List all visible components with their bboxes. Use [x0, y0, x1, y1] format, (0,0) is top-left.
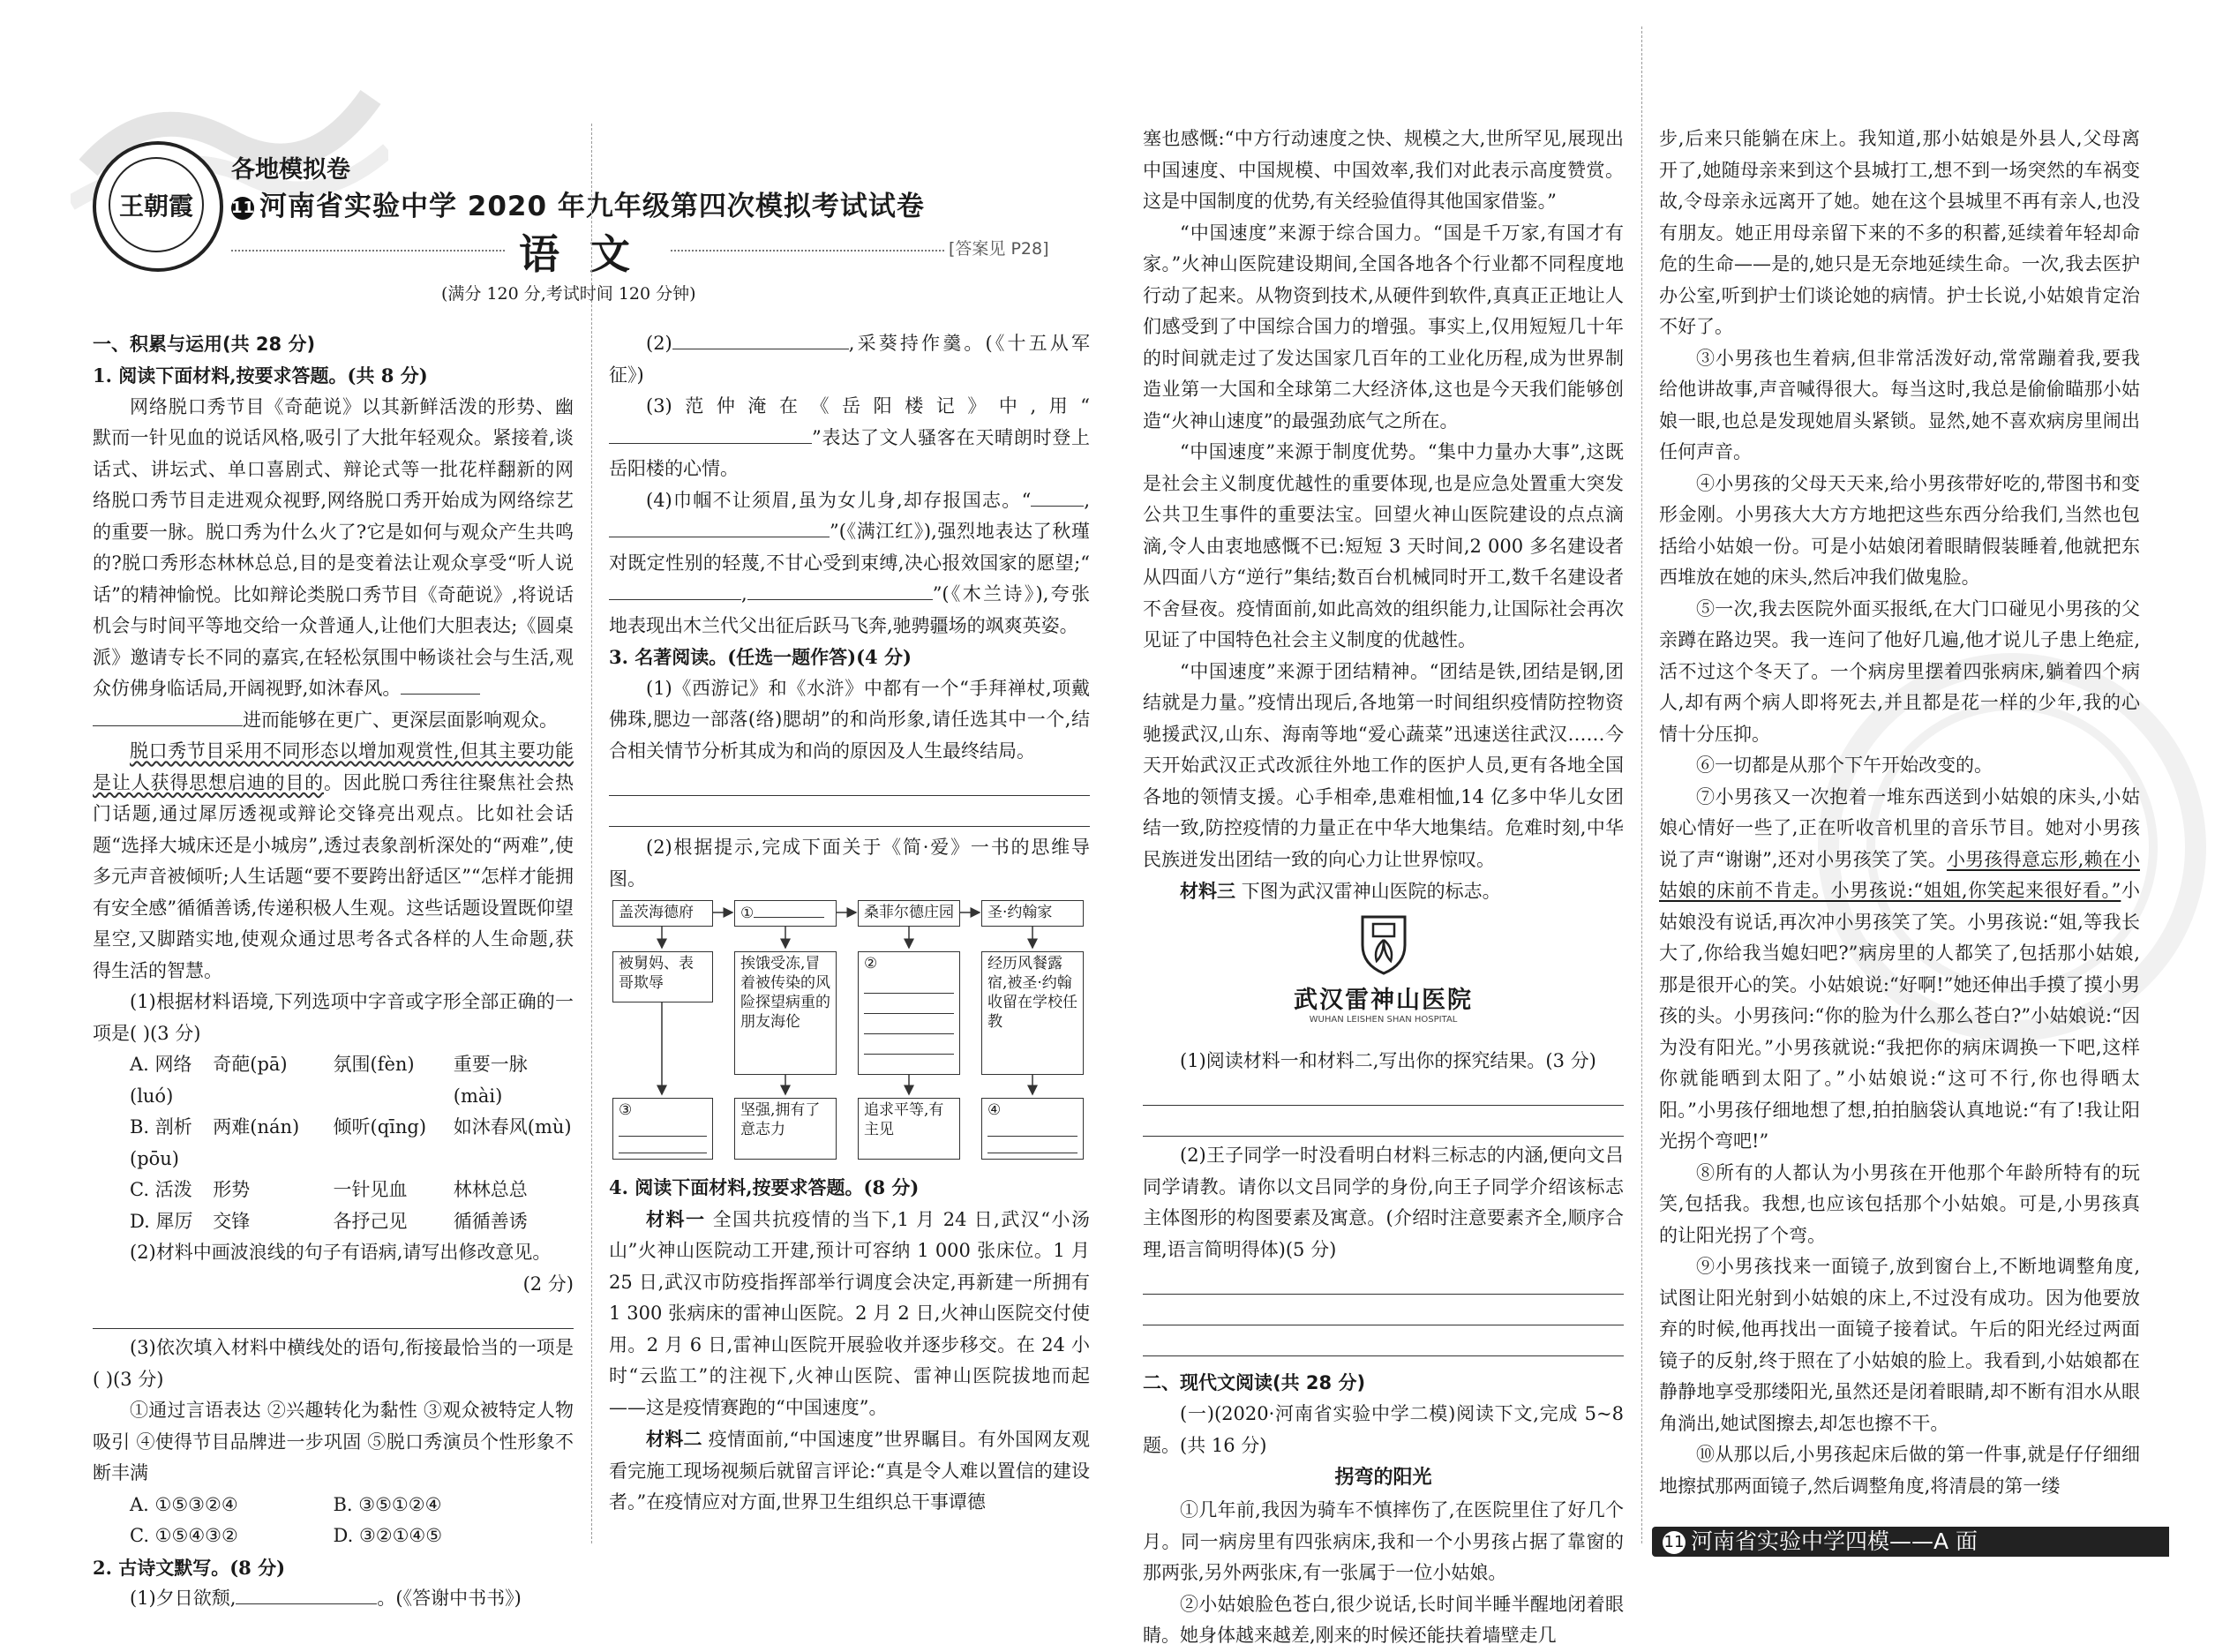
- q2-4-blank-2[interactable]: [609, 517, 830, 537]
- mm-node-2-line-2[interactable]: [864, 994, 954, 1014]
- q4-heading: 4. 阅读下面材料,按要求答题。(8 分): [609, 1176, 920, 1198]
- mm-node-4-line-1[interactable]: [987, 1120, 1077, 1137]
- q1-1-option-cell: C. 活泼: [130, 1179, 192, 1200]
- column-1: [93, 328, 574, 1615]
- story-para-10: ⑩从那以后,小男孩起床后做的第一件事,就是仔仔细细地擦拭那两面镜子,然后调整角度,将清晨的第一缕: [1659, 1444, 2140, 1497]
- q1-1-option-cell: 氛围(fèn): [333, 1054, 415, 1075]
- mm-node-4: [981, 1098, 1084, 1160]
- hospital-logo-en: WUHAN LEISHEN SHAN HOSPITAL: [1309, 1014, 1458, 1025]
- q1-2-answer-line[interactable]: [93, 1302, 574, 1329]
- q2-2: [609, 328, 1090, 391]
- footer-text: 河南省实验中学四模——A 面: [1691, 1528, 1978, 1554]
- q2-3-text-a: (3)范仲淹在《岳阳楼记》中,用“: [646, 395, 1090, 417]
- footer-badge: 11: [1663, 1531, 1686, 1554]
- hospital-logo-cn: 武汉雷神山医院: [1294, 986, 1473, 1014]
- q4-material-1-text: 全国共抗疫情的当下,1 月 24 日,武汉“小汤山”火神山医院动工开建,预计可容纳 1 000 张床位。1 月 25 日,武汉市防疫指挥部举行调度会决定,再新建一所拥有 1 300 张病床的雷神山医院。2 月 2 日,火神山医院交付使用。2 月 6 日,雷神山医院开展验收并逐步移交。在 24 小时“云监工”的注视下,火神山医院、雷神山医院拔地而起——这是疫情赛跑的“中国速度”。: [609, 1208, 1090, 1418]
- q2-1-blank[interactable]: [236, 1584, 377, 1604]
- q2-2-text-b: ,采葵持作羹。(《十五从军征》): [609, 333, 1090, 386]
- q2-2-blank[interactable]: [672, 329, 849, 349]
- q4-material-1: [609, 1204, 1090, 1424]
- q1-material-p1: [93, 392, 574, 705]
- title-divider-right: [671, 250, 944, 252]
- q2-1-text-a: (1)夕日欲颓,: [130, 1588, 237, 1609]
- q2-4-text-b: ,: [1084, 489, 1090, 511]
- q1-3-options: [93, 1490, 574, 1552]
- mm-node-2-line-1[interactable]: [864, 973, 954, 994]
- q2-1: [93, 1583, 574, 1615]
- q1-material-p2-text: 。因此脱口秀往往聚焦社会热门话题,通过犀厉透视或辩论交锋亮出观点。比如社会话题“选择大城床还是小城房”,透过表象剖析深处的“两难”,使多元声音被倾听;人生话题“要不要跨出舒适区”“怎样才能拥有安全感”循循善诱,传递积极人生观。这些话题设置既仰望星空,又脚踏实地,使观众通过思考各式各样的人生命题,获得生活的智慧。: [93, 771, 574, 981]
- q1-1-option-row[interactable]: [93, 1112, 574, 1175]
- mm-node-2-line-4[interactable]: [864, 1034, 954, 1055]
- story-para-7: [1659, 782, 2140, 1158]
- story-para-7-text-b: 小姑娘没有说话,再次冲小男孩笑了笑。小男孩说:“姐,等我长大了,你给我当媳妇吧?”病房里的人都笑了,包括那小姑娘,那是很开心的笑。小姑娘说:“好啊!”她还伸出手摸了摸小男孩的头。小男孩问:“你的脸为什么那么苍白?”小姑娘说:“因为没有阳光。”小男孩就说:“我把你的病床调换一下吧,这样你就能晒到太阳了。”小姑娘说:“这可不行,你也得晒太阳。”小男孩仔细地想了想,拍拍脑袋认真地说:“有了!我让阳光拐个弯吧!”: [1659, 880, 2140, 1152]
- q2-4-text-a: (4)巾帼不让须眉,虽为女儿身,却存报国志。“: [646, 489, 1032, 511]
- story-para-1: ①几年前,我因为骑车不慎摔伤了,在医院里住了好几个月。同一病房里有四张病床,我和一个小男孩占据了靠窗的那两张,另外两张床,有一张属于一位小姑娘。: [1143, 1499, 1624, 1583]
- q1-1-option-cell: 各抒己见: [333, 1210, 408, 1232]
- mm-node-1: [734, 900, 837, 927]
- q1-1-option-cell: 两难(nán): [213, 1116, 300, 1138]
- mm-node-thornfield: 桑菲尔德庄园: [858, 900, 960, 927]
- mm-node-4-line-2[interactable]: [987, 1137, 1077, 1153]
- mm-node-1-label: ①: [740, 905, 755, 922]
- col3-p1: 塞也感慨:“中方行动速度之快、规模之大,世所罕见,展现出中国速度、中国规模、中国效率,我们对此表示高度赞赏。这是中国制度的优势,有关经验值得其他国家借鉴。”: [1143, 128, 1624, 212]
- mm-node-3-line-2[interactable]: [619, 1137, 707, 1153]
- q3-heading: 3. 名著阅读。(任选一题作答)(4 分): [609, 646, 912, 668]
- q1-3-option-d[interactable]: D. ③②①④⑤: [333, 1525, 443, 1546]
- reading-1-instruction: (一)(2020·河南省实验中学二模)阅读下文,完成 5~8 题。(共 16 分): [1143, 1403, 1624, 1456]
- exam-info: (满分 120 分,考试时间 120 分钟): [441, 284, 696, 304]
- q1-1-option-row[interactable]: [93, 1206, 574, 1238]
- mm-node-3-line-1[interactable]: [619, 1120, 707, 1137]
- q2-4: [609, 485, 1090, 642]
- column-3: [1143, 124, 1624, 1652]
- q4-material-3-label: 材料三: [1180, 880, 1235, 902]
- story-title: 拐弯的阳光: [1334, 1467, 1432, 1489]
- q3-2-question: (2)根据提示,完成下面关于《简·爱》一书的思维导图。: [609, 837, 1090, 890]
- mm-node-gateshead: 盖茨海德府: [612, 900, 713, 927]
- story-para-6: ⑥一切都是从那个下午开始改变的。: [1696, 755, 1993, 776]
- story-para-5: ⑤一次,我去医院外面买报纸,在大门口碰见小男孩的父亲蹲在路边哭。我一连问了他好几遍,他才说儿子患上绝症,活不过这个冬天了。一个病房里摆着四张病床,躺着四个病人,却有两个病人即将死去,并且都是花一样的少年,我的心情十分压抑。: [1659, 597, 2140, 745]
- page-footer: [1652, 1527, 2169, 1557]
- brand-logo-text: 王朝霞: [109, 157, 204, 252]
- mm-node-2: [858, 951, 960, 1075]
- mm-node-equality: 追求平等,有主见: [858, 1098, 960, 1160]
- q4-material-3-text: 下图为武汉雷神山医院的标志。: [1241, 881, 1501, 902]
- q2-4-text-e: ”(《木兰诗》),夸张地表现出木兰代父出征后跃马飞奔,驰骋疆场的飒爽英姿。: [609, 583, 1090, 636]
- col3-p4: “中国速度”来源于团结精神。“团结是铁,团结是钢,团结就是力量。”疫情出现后,各地第一时间组织疫情防控物资驰援武汉,山东、海南等地“爱心蔬菜”迅速送往武汉……今天开始武汉正式改派往外地工作的医护人员,更有各地全国各地的领情支援。心手相牵,患难相恤,14 亿多中华儿女团结一致,防控疫情的力量正在中华大地集结。危难时刻,中华民族迸发出团结一致的向心力让世界惊叹。: [1143, 660, 1624, 870]
- story-para-8: ⑧所有的人都认为小男孩在开他那个年龄所特有的玩笑,包括我。我想,也应该包括那个小姑娘。可是,小男孩真的让阳光拐了个弯。: [1659, 1161, 2140, 1246]
- q4-1-question: (1)阅读材料一和材料二,写出你的探究结果。(3 分): [1180, 1049, 1596, 1071]
- mm-node-3-label: ③: [619, 1101, 633, 1119]
- q1-3-option-a[interactable]: A. ①⑤③②④: [130, 1493, 238, 1515]
- story-para-9: ⑨小男孩找来一面镜子,放到窗台上,不断地调整角度,试图让阳光射到小姑娘的床上,不过没有成功。因为他要放弃的时候,他再找出一面镜子接着试。午后的阳光经过两面镜子的反射,终于照在了小姑娘的脸上。我看到,小姑娘都在静静地享受那缕阳光,虽然还是闭着眼睛,却不断有泪水从眼角淌出,她试图擦去,却怎也擦不干。: [1659, 1256, 2140, 1434]
- q1-material-p1-text: 网络脱口秀节目《奇葩说》以其新鲜活泼的形势、幽默而一针见血的说话风格,吸引了大批年轻观众。紧接着,谈话式、讲坛式、单口喜剧式、辩论式等一批花样翻新的网络脱口秀节目走进观众视野,网络脱口秀开始成为网络综艺的重要一脉。脱口秀为什么火了?它是如何与观众产生共鸣的?脱口秀形态林林总总,目的是变着法让观众享受“听人说话”的精神愉悦。比如辩论类脱口秀节目《奇葩说》,将说话机会与时间平等地交给一众普通人,让他们大胆表达;《圆桌派》邀请专长不同的嘉宾,在轻松氛围中畅谈社会与生活,观众仿佛身临话局,开阔视野,如沐春风。: [93, 395, 574, 699]
- q2-4-blank-3[interactable]: [609, 580, 741, 600]
- q2-1-text-b: 。(《答谢中书书》): [377, 1588, 522, 1609]
- q3-1-question: (1)《西游记》和《水浒》中都有一个“手拜禅杖,项戴佛珠,腮边一部落(络)腮胡”的和尚形象,请任选其中一个,结合相关情节分析其成为和尚的原因及人生最终结局。: [609, 677, 1090, 762]
- q2-4-blank-4[interactable]: [747, 580, 933, 600]
- q4-2-answer-line-1[interactable]: [1143, 1267, 1624, 1295]
- q4-material-3: [1143, 875, 1624, 908]
- q1-1-option-cell: A. 网络(luó): [130, 1054, 192, 1107]
- story-para-3: ③小男孩也生着病,但非常活泼好动,常常蹦着我,要我给他讲故事,声音喊得很大。每当这时,我总是偷偷瞄那小姑娘一眼,也总是发现她眉头紧锁。显然,她不喜欢病房里闹出任何声音。: [1659, 347, 2140, 462]
- q1-1-option-cell: 奇葩(pā): [213, 1054, 288, 1075]
- q1-1-question: (1)根据材料语境,下列选项中字音或字形全部正确的一项是( )(3 分): [93, 991, 574, 1044]
- story-para-2-cont: 步,后来只能躺在床上。我知道,那小姑娘是外县人,父母离开了,她随母亲来到这个县城打工,想不到一场突然的车祸变故,令母亲永远离开了她。她在这个县城里不再有亲人,也没有朋友。她正用母亲留下来的不多的积蓄,延续着年轻却命危的生命——是的,她只是无奈地延续生命。一次,我去医护办公室,听到护士们谈论她的病情。护士长说,小姑娘肯定治不好了。: [1659, 128, 2140, 337]
- q2-3: [609, 391, 1090, 485]
- mm-node-helen: 挨饿受冻,冒着被传染的风险探望病重的朋友海伦: [734, 951, 837, 1075]
- q4-material-2: [609, 1423, 1090, 1519]
- hospital-logo: [1143, 908, 1624, 1046]
- story-para-7-text-a: ⑦小男孩又一次抱着一堆东西送到小姑娘的床头,小姑娘心情好一些了,正在听收音机里的音乐节目。她对小男孩说了声“谢谢”,还对小男孩笑了笑。: [1659, 785, 2140, 870]
- mm-node-bullied: 被舅妈、表哥欺辱: [612, 951, 713, 1002]
- q1-1-option-row[interactable]: [93, 1049, 574, 1112]
- q1-wavy-sentence: 脱口秀节目采用不同形态以增加观赏性,但其主要功能是让人获得思想启迪的目的: [93, 740, 574, 793]
- title-divider-left: [231, 250, 505, 252]
- q1-1-option-cell: 形势: [213, 1179, 251, 1200]
- q1-blank-2[interactable]: [93, 706, 243, 726]
- q2-2-text-a: (2): [646, 333, 672, 354]
- q4-2-answer-line-2[interactable]: [1143, 1298, 1624, 1325]
- q1-1-option-cell: 循循善诱: [453, 1210, 528, 1232]
- story-para-4: ④小男孩的父母天天来,给小男孩带好吃的,带图书和变形金刚。小男孩大大方方地把这些东西分给我们,当然也包括给小姑娘一份。可是小姑娘闭着眼睛假装睡着,他就把东西堆放在她的床头,然后冲我们做鬼脸。: [1659, 472, 2140, 588]
- q1-1-option-cell: 交锋: [213, 1210, 251, 1232]
- q4-material-1-label: 材料一: [646, 1207, 706, 1230]
- section-1-heading: 一、积累与运用(共 28 分): [93, 334, 316, 355]
- q1-material-p1-tail: [93, 705, 574, 737]
- mm-node-4-label: ④: [987, 1101, 1002, 1119]
- q4-1-answer-line-2[interactable]: [1143, 1109, 1624, 1137]
- q1-3-option-c[interactable]: C. ①⑤④③②: [130, 1525, 238, 1546]
- q4-2-question: (2)王子同学一时没看明白材料三标志的内涵,便向文吕同学请教。请你以文吕同学的身份,向王子同学介绍该标志主体图形的构图要素及寓意。(介绍时注意要素齐全,顺序合理,语言简明得体)(5 分): [1143, 1145, 1624, 1260]
- q1-1-options: [93, 1049, 574, 1237]
- q1-1-option-cell: B. 剖析(pōu): [130, 1116, 192, 1169]
- q1-1-option-cell: 重要一脉(mài): [453, 1054, 528, 1107]
- story-para-2: ②小姑娘脸色苍白,很少说话,长时间半睡半醒地闭着眼睛。她身体越来越差,刚来的时候还能扶着墙壁走几: [1143, 1593, 1624, 1646]
- mm-node-3: [612, 1098, 713, 1160]
- q2-3-text-b: ”表达了文人骚客在天晴朗时登上岳阳楼的心情。: [609, 426, 1090, 479]
- q1-3-items: ①通过言语表达 ②兴趣转化为黏性 ③观众被特定人物吸引 ④使得节目品牌进一步巩固 ⑤脱口秀演员个性形象不断丰满: [93, 1400, 574, 1483]
- hospital-shield-icon: [1357, 913, 1410, 977]
- q1-1-option-cell: 如沐春风(mù): [453, 1116, 572, 1138]
- q2-4-text-c: ”(《满江红》),强烈地表达了秋瑾对既定性别的轻蔑,不甘心受到束缚,决心报效国家的愿望;“: [609, 521, 1090, 574]
- section-2-heading: 二、现代文阅读(共 28 分): [1143, 1372, 1366, 1393]
- q1-heading: 1. 阅读下面材料,按要求答题。(共 8 分): [93, 364, 428, 387]
- q1-2-score: (2 分): [522, 1273, 574, 1295]
- exam-title: [231, 184, 925, 223]
- story-para-7-underlined: 小男孩得意忘形,赖在小姑娘的床前不肯走。小男孩说:“姐姐,你笑起来很好看。”: [1659, 848, 2140, 901]
- column-2: [609, 328, 1090, 1519]
- q1-material-p1-tail-text: 进而能够在更广、更深层面影响观众。: [243, 709, 558, 731]
- brand-logo: [93, 141, 223, 272]
- mm-node-2-label: ②: [864, 955, 878, 972]
- answer-reference: [答案见 P28]: [949, 239, 1049, 259]
- col3-p3: “中国速度”来源于制度优势。“集中力量办大事”,这既是社会主义制度优越性的重要体现,也是应急处置重大突发公共卫生事件的重要法宝。回望火神山医院建设的点点滴滴,令人由衷地感慨不已:短短 3 天时间,2 000 多名建设者从四面八方“逆行”集结;数百台机械同时开工,数千名建设者不舍昼夜。疫情面前,如此高效的组织能力,让国际社会再次见证了中国特色社会主义制度的优越性。: [1143, 441, 1624, 650]
- column-4: [1659, 124, 2140, 1518]
- mind-map: [609, 898, 1090, 1163]
- mm-node-strong: 坚强,拥有了意志力: [734, 1098, 837, 1160]
- q3-1-answer-line-2[interactable]: [609, 800, 1090, 827]
- mm-node-teaching: 经历风餐露宿,被圣·约翰收留在学校任教: [981, 951, 1084, 1075]
- series-label: 各地模拟卷: [231, 156, 350, 184]
- q2-heading: 2. 古诗文默写。(8 分): [93, 1556, 286, 1579]
- q1-1-option-cell: 林林总总: [453, 1179, 528, 1200]
- q4-material-2-text: 疫情面前,“中国速度”世界瞩目。有外国网友观看完施工现场视频后就留言评论:“真是令人难以置信的建设者。”在疫情应对方面,世界卫生组织总干事谭德: [609, 1429, 1090, 1513]
- q4-1-answer-line-1[interactable]: [1143, 1078, 1624, 1106]
- column-divider-1: [591, 124, 592, 1543]
- mm-node-1-blank[interactable]: [754, 903, 824, 918]
- q4-material-2-label: 材料二: [646, 1428, 702, 1450]
- q2-4-blank-1[interactable]: [1031, 486, 1084, 507]
- q1-1-option-cell: 一针见血: [333, 1179, 408, 1200]
- column-divider-3: [1641, 26, 1642, 1543]
- mm-node-st-john: 圣·约翰家: [981, 900, 1084, 927]
- subject-title: 语文: [519, 230, 660, 278]
- q1-1-option-cell: 倾听(qīng): [333, 1116, 427, 1138]
- q1-3-question: (3)依次填入材料中横线处的语句,衔接最恰当的一项是( )(3 分): [93, 1337, 574, 1390]
- q1-3-option-b[interactable]: B. ③⑤①②④: [333, 1493, 442, 1515]
- paper-number-badge: 11: [231, 197, 254, 220]
- q1-blank-1[interactable]: [401, 674, 480, 695]
- q1-2-question: (2)材料中画波浪线的句子有语病,请写出修改意见。: [130, 1242, 552, 1263]
- mm-node-2-line-3[interactable]: [864, 1014, 954, 1034]
- q1-1-option-cell: D. 犀厉: [130, 1210, 193, 1232]
- q1-material-p2: [93, 736, 574, 987]
- q4-2-answer-line-3[interactable]: [1143, 1329, 1624, 1356]
- col3-p2: “中国速度”来源于综合国力。“国是千万家,有国才有家。”火神山医院建设期间,全国各地各个行业都不同程度地行动了起来。从物资到技术,从硬件到软件,真真正正地让人们感受到了中国综合国力的增强。事实上,仅用短短几十年的时间就走过了发达国家几百年的工业化历程,成为世界制造业第一大国和全球第二大经济体,这也是今天我们能够创造“火神山速度”的最强劲底气之所在。: [1143, 222, 1624, 432]
- q1-1-option-row[interactable]: [93, 1175, 574, 1206]
- exam-title-text: 河南省实验中学 2020 年九年级第四次模拟考试试卷: [259, 191, 925, 222]
- q2-4-text-d: ,: [741, 583, 747, 604]
- q2-3-blank-1[interactable]: [609, 424, 812, 444]
- q3-1-answer-line-1[interactable]: [609, 769, 1090, 796]
